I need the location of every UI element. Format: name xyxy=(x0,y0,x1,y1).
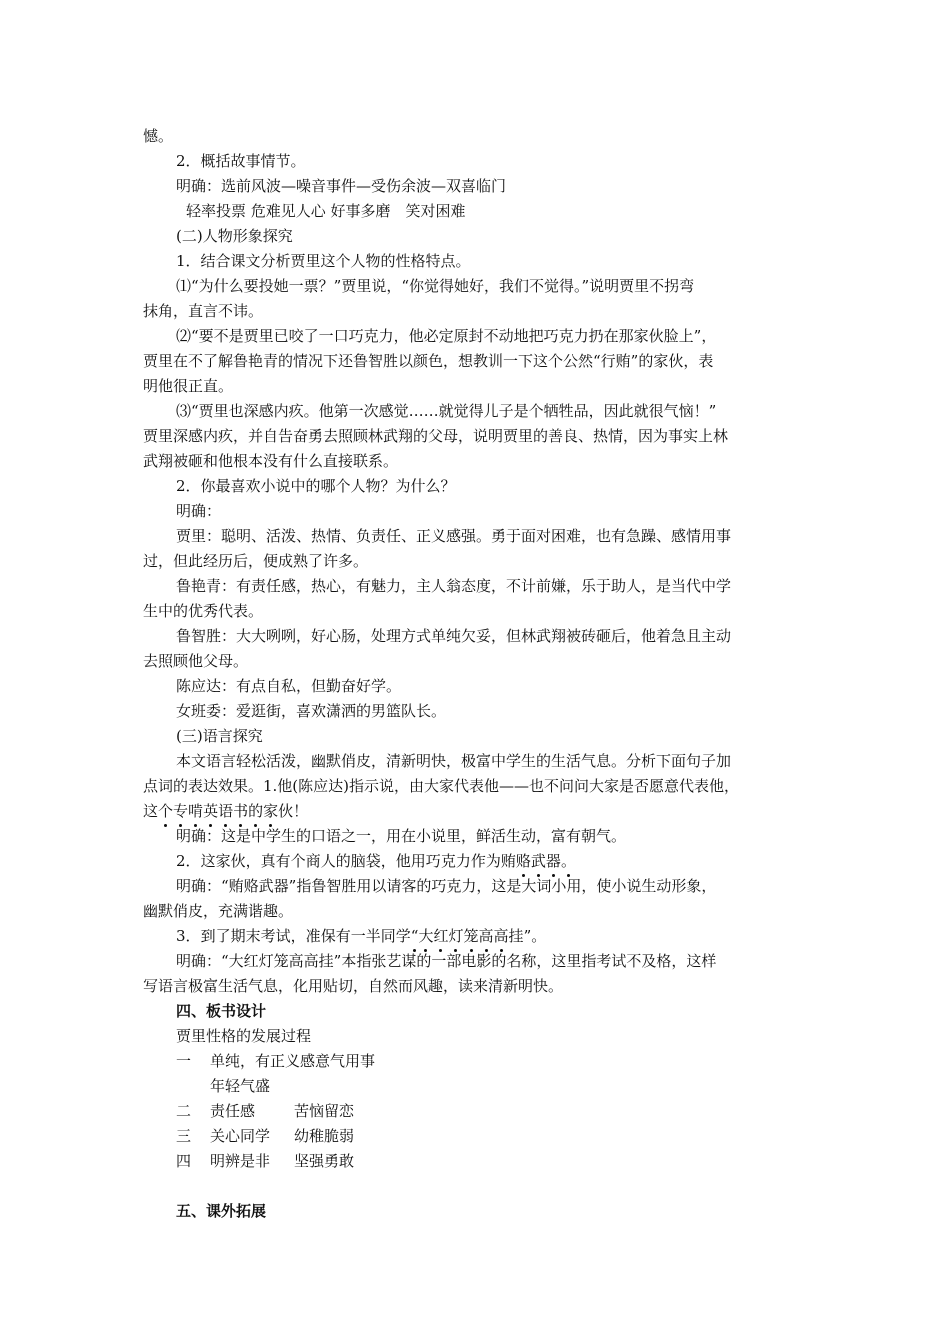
emphasis-char: 笼 xyxy=(463,927,479,945)
paragraph-line: 生中的优秀代表。 xyxy=(143,602,264,620)
paragraph-line: 陈应达：有点自私，但勤奋好学。 xyxy=(176,677,402,695)
paragraph-line: ⑵“要不是贾里已咬了一口巧克力，他必定原封不动地把巧克力扔在那家伙脸上”， xyxy=(176,327,717,345)
emphasis-line: 这个专啃英语书的家伙！ xyxy=(143,802,309,820)
section-heading: (三)语言探究 xyxy=(176,727,263,745)
emphasis-char: 高 xyxy=(478,927,494,945)
emphasis-char: 专 xyxy=(173,802,189,820)
paragraph-line: 明确： xyxy=(176,502,222,520)
paragraph-line: 贾里深感内疚，并自告奋勇去照顾林武翔的父母，说明贾里的善良、热情，因为事实上林 xyxy=(143,427,729,445)
paragraph-line: 幽默俏皮，充满谐趣。 xyxy=(143,902,294,920)
paragraph-line: 写语言极富生活气息，化用贴切，自然而风趣，读来清新明快。 xyxy=(143,977,564,995)
emphasis-char: 个 xyxy=(158,802,174,820)
paragraph-line: 憾。 xyxy=(143,127,174,145)
paragraph-line: 武翔被砸和他根本没有什么直接联系。 xyxy=(143,452,399,470)
section-heading: (二)人物形象探究 xyxy=(176,227,293,245)
paragraph-line: 明确：选前风波—噪音事件—受伤余波—双喜临门 xyxy=(176,177,507,195)
board-title: 贾里性格的发展过程 xyxy=(176,1027,312,1045)
paragraph-line: 贾里：聪明、活泼、热情、负责任、正义感强。勇于面对困难，也有急躁、感情用事 xyxy=(176,527,732,545)
paragraph-line: 去照顾他父母。 xyxy=(143,652,249,670)
paragraph-line: 女班委：爱逛街，喜欢潇洒的男篮队长。 xyxy=(176,702,447,720)
board-trait: 责任感 xyxy=(210,1102,256,1120)
emphasis-char: 红 xyxy=(433,927,449,945)
paragraph-line: ⑴“为什么要投她一票？”贾里说，“你觉得她好，我们不觉得。”说明贾里不拐弯 xyxy=(176,277,695,295)
emphasis-char: 赂 xyxy=(515,852,531,870)
board-row-number: 一 xyxy=(176,1052,192,1070)
emphasis-char: 语 xyxy=(218,802,234,820)
paragraph-line: 点词的表达效果。1.他(陈应达)指示说，由大家代表他——也不问问大家是否愿意代表他， xyxy=(143,777,740,795)
emphasis-line: 2．这家伙，真有个商人的脑袋，他用巧克力作为贿赂武器。 xyxy=(176,852,576,870)
emphasis-char: 书 xyxy=(233,802,249,820)
paragraph-line: ⑶“贾里也深感内疚。他第一次感觉……就觉得儿子是个牺牲品，因此就很气恼！” xyxy=(176,402,717,420)
board-trait-contrast: 坚强勇敢 xyxy=(294,1152,355,1170)
board-trait: 单纯，有正义感意气用事 xyxy=(210,1052,376,1070)
board-trait-contrast: 幼稚脆弱 xyxy=(294,1127,355,1145)
paragraph-line: 抹角，直言不讳。 xyxy=(143,302,264,320)
emphasis-char: 高 xyxy=(493,927,509,945)
emphasis-char: 啃 xyxy=(188,802,204,820)
emphasis-char: 器 xyxy=(545,852,561,870)
section-title: 五、课外拓展 xyxy=(176,1202,267,1220)
board-trait-contrast: 苦恼留恋 xyxy=(294,1102,355,1120)
board-trait: 明辨是非 xyxy=(210,1152,271,1170)
emphasis-char: 。 xyxy=(560,852,576,870)
paragraph-line: 鲁智胜：大大咧咧，好心肠，处理方式单纯欠妥，但林武翔被砖砸后，他着急且主动 xyxy=(176,627,732,645)
emphasis-char: 大 xyxy=(418,927,434,945)
board-trait: 关心同学 xyxy=(210,1127,271,1145)
paragraph-line: 过，但此经历后，便成熟了许多。 xyxy=(143,552,369,570)
emphasis-char: 英 xyxy=(203,802,219,820)
paragraph-line: 明确：“贿赂武器”指鲁智胜用以请客的巧克力，这是大词小用，使小说生动形象， xyxy=(176,877,717,895)
emphasis-line: 3．到了期末考试，准保有一半同学“大红灯笼高高挂”。 xyxy=(176,927,547,945)
board-row-number: 二 xyxy=(176,1102,192,1120)
board-row-number: 三 xyxy=(176,1127,192,1145)
paragraph-line: 明他很正直。 xyxy=(143,377,234,395)
paragraph-line: 贾里在不了解鲁艳青的情况下还鲁智胜以颜色，想教训一下这个公然“行贿”的家伙，表 xyxy=(143,352,714,370)
paragraph-line: 本文语言轻松活泼，幽默俏皮，清新明快，极富中学生的生活气息。分析下面句子加 xyxy=(176,752,732,770)
board-row-number: 四 xyxy=(176,1152,192,1170)
paragraph-line: 2．你最喜欢小说中的哪个人物？为什么？ xyxy=(176,477,456,495)
emphasis-char: 灯 xyxy=(448,927,464,945)
paragraph-line: 鲁艳青：有责任感，热心，有魅力，主人翁态度，不计前嫌，乐于助人，是当代中学 xyxy=(176,577,732,595)
board-trait: 年轻气盛 xyxy=(210,1077,271,1095)
emphasis-char: 武 xyxy=(530,852,546,870)
emphasis-char: 家 xyxy=(263,802,279,820)
paragraph-line: 明确：“大红灯笼高高挂”本指张艺谋的一部电影的名称，这里指考试不及格，这样 xyxy=(176,952,717,970)
paragraph-line: 2．概括故事情节。 xyxy=(176,152,306,170)
paragraph-line: 1．结合课文分析贾里这个人物的性格特点。 xyxy=(176,252,471,270)
emphasis-char: “ xyxy=(410,927,419,945)
emphasis-char: 的 xyxy=(248,802,264,820)
paragraph-line: 明确：这是中学生的口语之一，用在小说里，鲜活生动，富有朝气。 xyxy=(176,827,627,845)
paragraph-line: 轻率投票 危难见人心 好事多磨 笑对困难 xyxy=(186,202,466,220)
section-title: 四、板书设计 xyxy=(176,1002,267,1020)
